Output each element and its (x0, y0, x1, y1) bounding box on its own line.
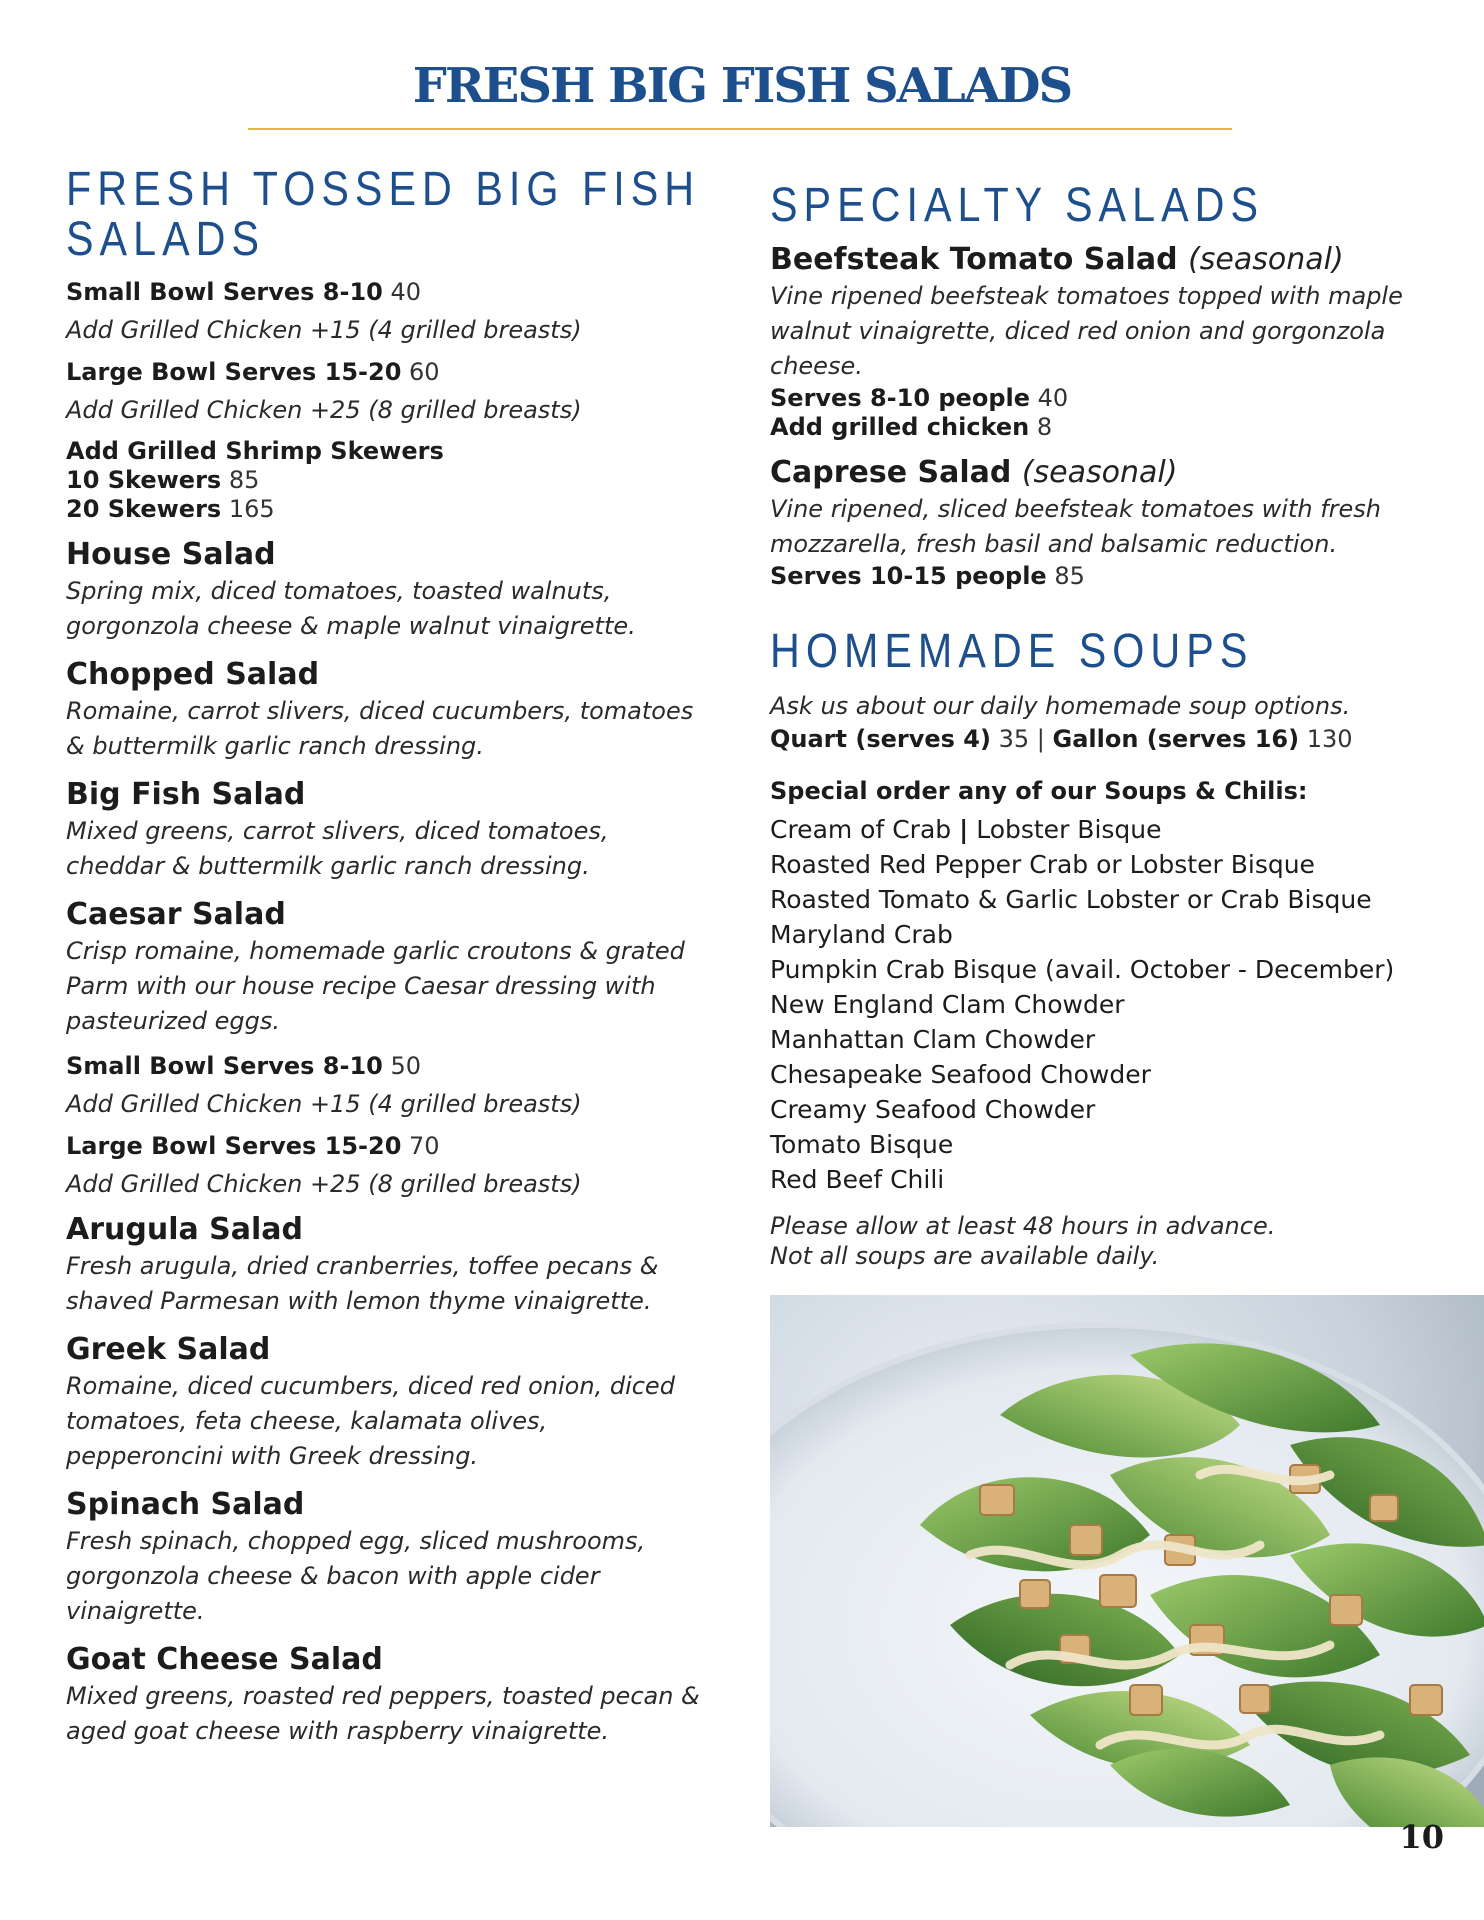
section-title-specialty-salads: SPECIALTY SALADS (770, 179, 1265, 232)
addon-chicken: Add Grilled Chicken +15 (4 grilled breasts) (66, 1090, 582, 1118)
menu-item-beefsteak-tomato-salad (770, 243, 1450, 442)
list-item: Roasted Tomato & Garlic Lobster or Crab Bisque (770, 885, 1372, 914)
serves-label: Serves 8-10 people (770, 384, 1031, 412)
item-description: Mixed greens, roasted red peppers, toasted pecan & aged goat cheese with raspberry vinaigrette. (66, 1682, 700, 1745)
menu-item-arugula-salad (66, 1213, 706, 1319)
item-name: Caesar Salad (66, 897, 286, 932)
availability-note: Not all soups are available daily. (770, 1242, 1160, 1270)
skewer-option-label: 20 Skewers (66, 495, 222, 523)
item-name: Goat Cheese Salad (66, 1642, 383, 1677)
seasonal-tag: (seasonal) (1021, 455, 1178, 490)
gallon-price: 130 (1306, 725, 1353, 753)
item-description: Crisp romaine, homemade garlic croutons & grated Parm with our house recipe Caesar dressing with pasteurized eggs. (66, 937, 685, 1035)
menu-item-goat-cheese-salad (66, 1643, 706, 1749)
size-label: Large Bowl Serves 15-20 (66, 1132, 402, 1160)
shrimp-skewers (66, 437, 706, 524)
item-description: Spring mix, diced tomatoes, toasted walnuts, gorgonzola cheese & maple walnut vinaigrette. (66, 577, 636, 640)
quart-price: 35 (998, 725, 1030, 753)
item-name: Big Fish Salad (66, 777, 306, 812)
price: 85 (1054, 562, 1085, 590)
item-description: Fresh spinach, chopped egg, sliced mushrooms, gorgonzola cheese & bacon with apple cider vinaigrette. (66, 1527, 646, 1625)
item-description: Romaine, carrot slivers, diced cucumbers, tomatoes & buttermilk garlic ranch dressing. (66, 697, 694, 760)
list-item: Tomato Bisque (770, 1130, 954, 1159)
size-label: Small Bowl Serves 8-10 (66, 278, 383, 306)
list-item: New England Clam Chowder (770, 990, 1125, 1019)
tossed-size-large (66, 357, 706, 425)
list-item: Pumpkin Crab Bisque (avail. October - December) (770, 955, 1395, 984)
caesar-size-large (66, 1131, 706, 1199)
item-description: Vine ripened, sliced beefsteak tomatoes with fresh mozzarella, fresh basil and balsamic reduction. (770, 495, 1382, 558)
size-label: Large Bowl Serves 15-20 (66, 358, 402, 386)
item-description: Vine ripened beefsteak tomatoes topped with maple walnut vinaigrette, diced red onion and gorgonzola cheese. (770, 282, 1403, 380)
item-name: Beefsteak Tomato Salad (770, 242, 1178, 277)
serves-label: Serves 10-15 people (770, 562, 1047, 590)
gallon-label: Gallon (serves 16) (1052, 725, 1300, 753)
price: 40 (390, 278, 422, 306)
addon-chicken: Add Grilled Chicken +25 (8 grilled breasts) (66, 1170, 582, 1198)
soups-list (770, 812, 1450, 1197)
skewer-option-label: 10 Skewers (66, 466, 222, 494)
item-description: Fresh arugula, dried cranberries, toffee pecans & shaved Parmesan with lemon thyme vinaigrette. (66, 1252, 659, 1315)
addon-chicken: Add Grilled Chicken +25 (8 grilled breasts) (66, 396, 582, 424)
menu-item-spinach-salad (66, 1488, 706, 1629)
menu-item-house-salad (66, 538, 706, 644)
item-name: Spinach Salad (66, 1487, 305, 1522)
item-name: Chopped Salad (66, 657, 320, 692)
page-number: 10 (1399, 1818, 1444, 1856)
menu-item-caprese-salad (770, 456, 1450, 591)
title-divider (248, 128, 1232, 130)
price: 8 (1036, 413, 1053, 441)
item-name: House Salad (66, 537, 276, 572)
price: 165 (228, 495, 275, 523)
list-item: Chesapeake Seafood Chowder (770, 1060, 1151, 1089)
right-column (770, 181, 1450, 1271)
list-item: Roasted Red Pepper Crab or Lobster Bisque (770, 850, 1315, 879)
page-title: FRESH BIG FISH SALADS (412, 58, 1072, 114)
menu-item-big-fish-salad (66, 778, 706, 884)
special-order-heading: Special order any of our Soups & Chilis: (770, 777, 1308, 805)
price: 50 (390, 1052, 422, 1080)
list-item: Creamy Seafood Chowder (770, 1095, 1096, 1124)
menu-item-caesar-salad (66, 898, 706, 1039)
menu-item-greek-salad (66, 1333, 706, 1474)
item-description: Mixed greens, carrot slivers, diced tomatoes, cheddar & buttermilk garlic ranch dressing. (66, 817, 609, 880)
addon-chicken: Add Grilled Chicken +15 (4 grilled breasts) (66, 316, 582, 344)
list-item: Manhattan Clam Chowder (770, 1025, 1096, 1054)
item-name: Arugula Salad (66, 1212, 304, 1247)
list-item: Maryland Crab (770, 920, 953, 949)
seasonal-tag: (seasonal) (1188, 242, 1344, 277)
quart-label: Quart (serves 4) (770, 725, 991, 753)
separator: | (1036, 725, 1045, 753)
price: 60 (409, 358, 440, 386)
section-title-homemade-soups: HOMEMADE SOUPS (770, 625, 1254, 678)
price: 70 (409, 1132, 440, 1160)
item-description: Romaine, diced cucumbers, diced red onion, diced tomatoes, feta cheese, kalamata olives, pepperoncini with Greek dressing. (66, 1372, 675, 1470)
tossed-size-small (66, 277, 706, 345)
caesar-salad-photo (770, 1295, 1484, 1827)
left-column (66, 165, 706, 1749)
item-name: Greek Salad (66, 1332, 271, 1367)
soup-sizes (770, 724, 1450, 754)
price: 85 (228, 466, 260, 494)
shrimp-title: Add Grilled Shrimp Skewers (66, 437, 444, 465)
list-item: Cream of Crab | Lobster Bisque (770, 815, 1162, 844)
soups-intro: Ask us about our daily homemade soup options. (770, 692, 1351, 720)
caesar-size-small (66, 1051, 706, 1119)
section-title-tossed-salads: FRESH TOSSED BIG FISH SALADS (66, 163, 701, 266)
price: 40 (1037, 384, 1069, 412)
size-label: Small Bowl Serves 8-10 (66, 1052, 383, 1080)
menu-item-chopped-salad (66, 658, 706, 764)
addon-label: Add grilled chicken (770, 413, 1030, 441)
advance-notice: Please allow at least 48 hours in advance. (770, 1212, 1276, 1240)
item-name: Caprese Salad (770, 455, 1012, 490)
list-item: Red Beef Chili (770, 1165, 945, 1194)
